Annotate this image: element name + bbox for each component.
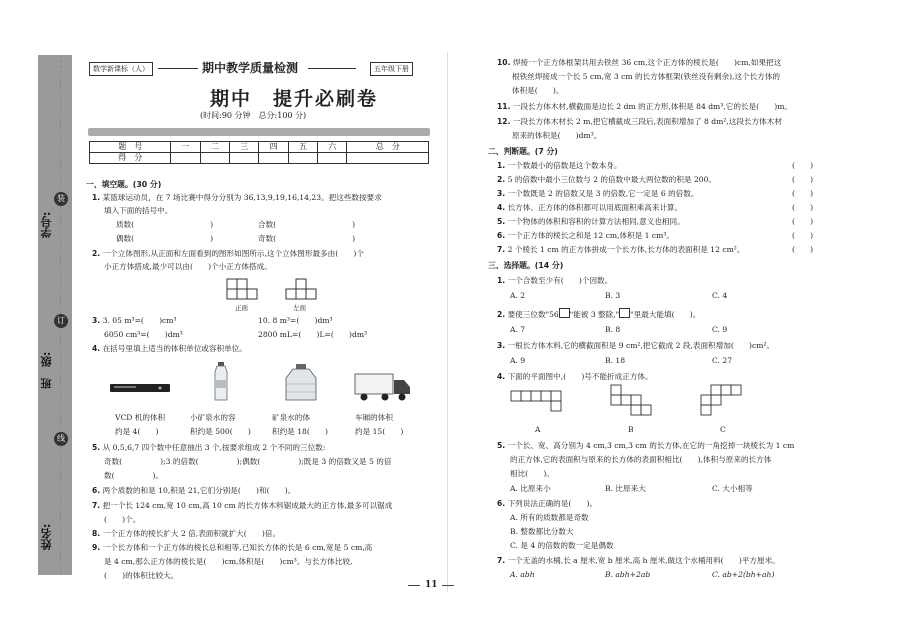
judge-6: 6. 一个正方体的棱长之和是 12 cm,体积是 1 cm³。	[497, 231, 675, 240]
choice-3-a[interactable]: A. 9	[510, 356, 526, 365]
exam-info: (时间:90 分钟 总分:100 分)	[200, 111, 307, 120]
q3-line1b: 10. 8 m³=( )dm³	[258, 316, 333, 325]
score-cell[interactable]	[259, 153, 288, 164]
score-head-4: 四	[259, 142, 288, 153]
judge-4-answer[interactable]: ( )	[792, 203, 814, 212]
blank-box	[619, 308, 630, 318]
q9-line3: ( )的体积比较大。	[104, 571, 179, 580]
judge-7-answer[interactable]: ( )	[792, 245, 814, 254]
pageno-rule-right	[442, 585, 454, 586]
judge-2: 2. 5 的倍数中最小三位数与 2 的倍数中最大两位数的积是 200。	[497, 175, 717, 184]
q2-line1: 2. 一个立体图形,从正面和左面看到的图形如图所示,这个立体图形最多由( )个	[92, 249, 364, 258]
q4-vcd-a: VCD 机的体积	[115, 413, 166, 422]
pageno-rule-left	[408, 585, 420, 586]
choice-5-a[interactable]: A. 比原来小	[510, 484, 551, 493]
choice-7-a[interactable]: A. abh	[510, 570, 535, 579]
score-head-7: 总 分	[347, 142, 429, 153]
judge-1: 1. 一个数最小的倍数是这个数本身。	[497, 161, 622, 170]
choice-3: 3. 一根长方体木料,它的横截面积是 9 cm²,把它截成 2 段,表面积增加( )cm²。	[497, 341, 775, 350]
judge-5-answer[interactable]: ( )	[792, 217, 814, 226]
q4-jug-b: 积约是 18( )	[272, 427, 328, 436]
choice-1: 1. 一个合数至少有( )个因数。	[497, 276, 613, 285]
cube-net-a	[510, 387, 572, 417]
q7-line1: 7. 把一个长 124 cm,宽 10 cm,高 10 cm 的长方体木料锯成最大的正方体,最多可以锯成	[92, 501, 393, 510]
judge-1-answer[interactable]: ( )	[792, 161, 814, 170]
q5-line2: 奇数( );3 的倍数( );偶数( );既是 3 的倍数又是 5 的倍	[104, 457, 392, 466]
choice-2-c[interactable]: C. 9	[712, 325, 728, 334]
choice-2-b[interactable]: B. 8	[605, 325, 621, 334]
name-label: 姓名:	[40, 523, 53, 551]
column-divider	[447, 52, 448, 592]
score-head-1: 一	[171, 142, 200, 153]
header-rule-left	[158, 68, 198, 69]
q5-line1: 5. 从 0,5,6,7 四个数中任意抽出 3 个,按要求组成 2 个不同的三位数:	[92, 443, 326, 452]
binding-strip	[38, 55, 72, 575]
choice-1-c[interactable]: C. 4	[712, 291, 728, 300]
q1-line1: 1. 某篮球运动员，在 7 场比赛中得分分别为 36,13,9,19,16,14,23。把这些数按要求	[92, 193, 382, 202]
choice-6-c[interactable]: C. 是 4 的倍数的数一定是偶数	[510, 541, 614, 550]
front-view-label: 正面	[235, 304, 248, 312]
choice-6-a[interactable]: A. 所有的质数都是奇数	[510, 513, 589, 522]
q4-stem: 4. 在括号里填上适当的体积单位或容积单位。	[92, 344, 247, 353]
choice-2: 2. 要使三位数"56 "能被 3 整除," "里最大能填( )。	[497, 310, 701, 319]
q4-truck-b: 约是 15( )	[355, 427, 404, 436]
choice-5-b[interactable]: B. 比原来大	[605, 484, 646, 493]
judge-4: 4. 长方体、正方体的体积都可以用底面积乘高来计算。	[497, 203, 683, 212]
class-label: 班 级:	[40, 351, 53, 389]
choice-5-line2: 的正方体,它的表面积与原来的长方体的表面积相比( ),体积与原来的长方体	[510, 455, 772, 464]
choice-5-line1: 5. 一个长、宽、高分别为 4 cm,3 cm,3 cm 的长方体,在它的一角挖掉一块棱长为 1 cm	[497, 441, 795, 450]
q10-line3: 体积是( )。	[512, 86, 564, 95]
score-header-row	[90, 142, 429, 153]
title-bar	[88, 128, 430, 136]
grade-tag: 五年级下册	[370, 62, 413, 76]
score-cell[interactable]	[318, 153, 347, 164]
score-head-6: 六	[318, 142, 347, 153]
q3-line2b: 2800 mL=( )L=( )dm³	[258, 330, 368, 339]
front-view-figure	[226, 278, 260, 301]
judge-6-answer[interactable]: ( )	[792, 231, 814, 240]
score-cell[interactable]	[288, 153, 317, 164]
q1-odd: 奇数( )	[258, 234, 356, 243]
small-water-bottle-icon	[211, 362, 231, 402]
q6: 6. 两个质数的和是 10,积是 21,它们分别是( )和( )。	[92, 486, 296, 495]
q2-line2: 小正方体搭成,最少可以由( )个小正方体搭成。	[104, 262, 272, 271]
student-number-label: 学号:	[40, 211, 53, 239]
water-jug-icon	[283, 364, 319, 402]
vcd-player-icon	[110, 381, 172, 395]
choice-3-c[interactable]: C. 27	[712, 356, 733, 365]
edition-tag: 数学新课标（人）	[89, 62, 153, 76]
q8: 8. 一个正方体的棱长扩大 2 倍,表面积就扩大( )倍。	[92, 529, 281, 538]
score-value-row	[90, 153, 429, 164]
score-row-label: 得 分	[90, 153, 171, 164]
score-head-5: 五	[288, 142, 317, 153]
q1-even: 偶数( )	[116, 234, 214, 243]
page-title: 期中 提升必刷卷	[210, 88, 379, 110]
choice-6-b[interactable]: B. 整数都比分数大	[510, 527, 574, 536]
seal-xian: 线	[54, 432, 68, 446]
q9-line1: 9. 一个长方体和一个正方体的棱长总和相等,已知长方体的长是 6 cm,宽是 5 cm,高	[92, 543, 373, 552]
choice-7-b[interactable]: B. abh+2ab	[605, 570, 651, 579]
left-view-figure	[285, 278, 319, 301]
judge-3-answer[interactable]: ( )	[792, 189, 814, 198]
q1-prime: 质数( )	[116, 220, 214, 229]
net-label-a[interactable]: A	[535, 425, 541, 434]
seal-zhuang: 装	[54, 192, 68, 206]
choice-7-c[interactable]: C. ab+2(bh+ah)	[712, 570, 775, 579]
score-cell[interactable]	[230, 153, 259, 164]
truck-icon	[355, 372, 411, 402]
judge-2-answer[interactable]: ( )	[792, 175, 814, 184]
header-title: 期中教学质量检测	[202, 61, 299, 75]
judge-7: 7. 2 个棱长 1 cm 的正方体拼成一个长方体,长方体的表面积是 12 cm²。	[497, 245, 745, 254]
cube-net-c	[700, 384, 752, 420]
choice-3-b[interactable]: B. 18	[605, 356, 626, 365]
net-label-b[interactable]: B	[628, 425, 634, 434]
choice-1-b[interactable]: B. 3	[605, 291, 621, 300]
section-choice: 三、选择题。(14 分)	[488, 261, 564, 270]
q10-line2: 根铁丝焊接成一个长 5 cm,宽 3 cm 的长方体框架(铁丝没有剩余),这个长方体的	[512, 72, 781, 81]
seal-ding: 订	[54, 314, 68, 328]
section-fill-blank: 一、填空题。(30 分)	[86, 180, 162, 189]
score-cell[interactable]	[171, 153, 200, 164]
q4-bottle-a: 小矿泉水的容	[190, 413, 236, 422]
q4-truck-a: 车厢的体积	[355, 413, 393, 422]
score-cell[interactable]	[200, 153, 229, 164]
choice-1-a[interactable]: A. 2	[510, 291, 526, 300]
cube-net-b	[610, 384, 652, 420]
score-head-0: 题 号	[90, 142, 171, 153]
q1-line2: 填入下面的括号中。	[104, 206, 173, 215]
net-label-c[interactable]: C	[720, 425, 726, 434]
q4-jug-a: 矿泉水的体	[272, 413, 310, 422]
blank-box	[559, 308, 570, 318]
q1-composite: 合数( )	[258, 220, 356, 229]
q4-bottle-b: 积约是 500( )	[190, 427, 251, 436]
judge-3: 3. 一个数既是 2 的倍数又是 3 的倍数,它一定是 6 的倍数。	[497, 189, 699, 198]
page-number: 11	[425, 580, 438, 590]
choice-7: 7. 一个无盖的水桶,长 a 厘米,宽 b 厘米,高 h 厘米,做这个水桶用料( )平方厘米。	[497, 556, 780, 565]
judge-5: 5. 一个物体的体积和容积的计算方法相同,意义也相同。	[497, 217, 685, 226]
choice-5-line3: 相比( )。	[510, 469, 554, 478]
choice-5-c[interactable]: C. 大小相等	[712, 484, 753, 493]
q7-line2: ( )个。	[104, 515, 141, 524]
section-true-false: 二、判断题。(7 分)	[488, 147, 558, 156]
q12-line1: 12. 一段长方体木材长 2 m,把它横截成三段后,表面积增加了 8 dm²,这段长方体木材	[497, 117, 782, 126]
score-cell[interactable]	[347, 153, 429, 164]
q12-line2: 原来的体积是( )dm³。	[512, 131, 602, 140]
header-rule-right	[308, 68, 356, 69]
q3-line2a: 6050 cm³=( )dm³	[104, 330, 183, 339]
q4-vcd-b: 约是 4( )	[115, 427, 159, 436]
choice-6: 6. 下列说法正确的是( )。	[497, 499, 598, 508]
choice-4: 4. 下面的平面图中,( )号不能折成正方体。	[497, 372, 653, 381]
q3-line1a: 3. 3. 05 m³=( )cm³	[92, 316, 177, 325]
score-head-2: 二	[200, 142, 229, 153]
q10-line1: 10. 焊接一个正方体框架共用去铁丝 36 cm,这个正方体的棱长是( )cm,如果把这	[497, 58, 782, 67]
q11: 11. 一段长方体木材,横截面是边长 2 dm 的正方形,体积是 84 dm³,它的长是( )m。	[497, 102, 793, 111]
left-view-label: 左面	[293, 304, 306, 312]
q9-line2: 是 4 cm,那么正方体的棱长是( )cm,体积是( )cm³。与长方体比较,	[104, 557, 353, 566]
choice-2-a[interactable]: A. 7	[510, 325, 526, 334]
q5-line3: 数( )。	[104, 471, 164, 480]
score-head-3: 三	[230, 142, 259, 153]
score-table	[89, 141, 429, 164]
